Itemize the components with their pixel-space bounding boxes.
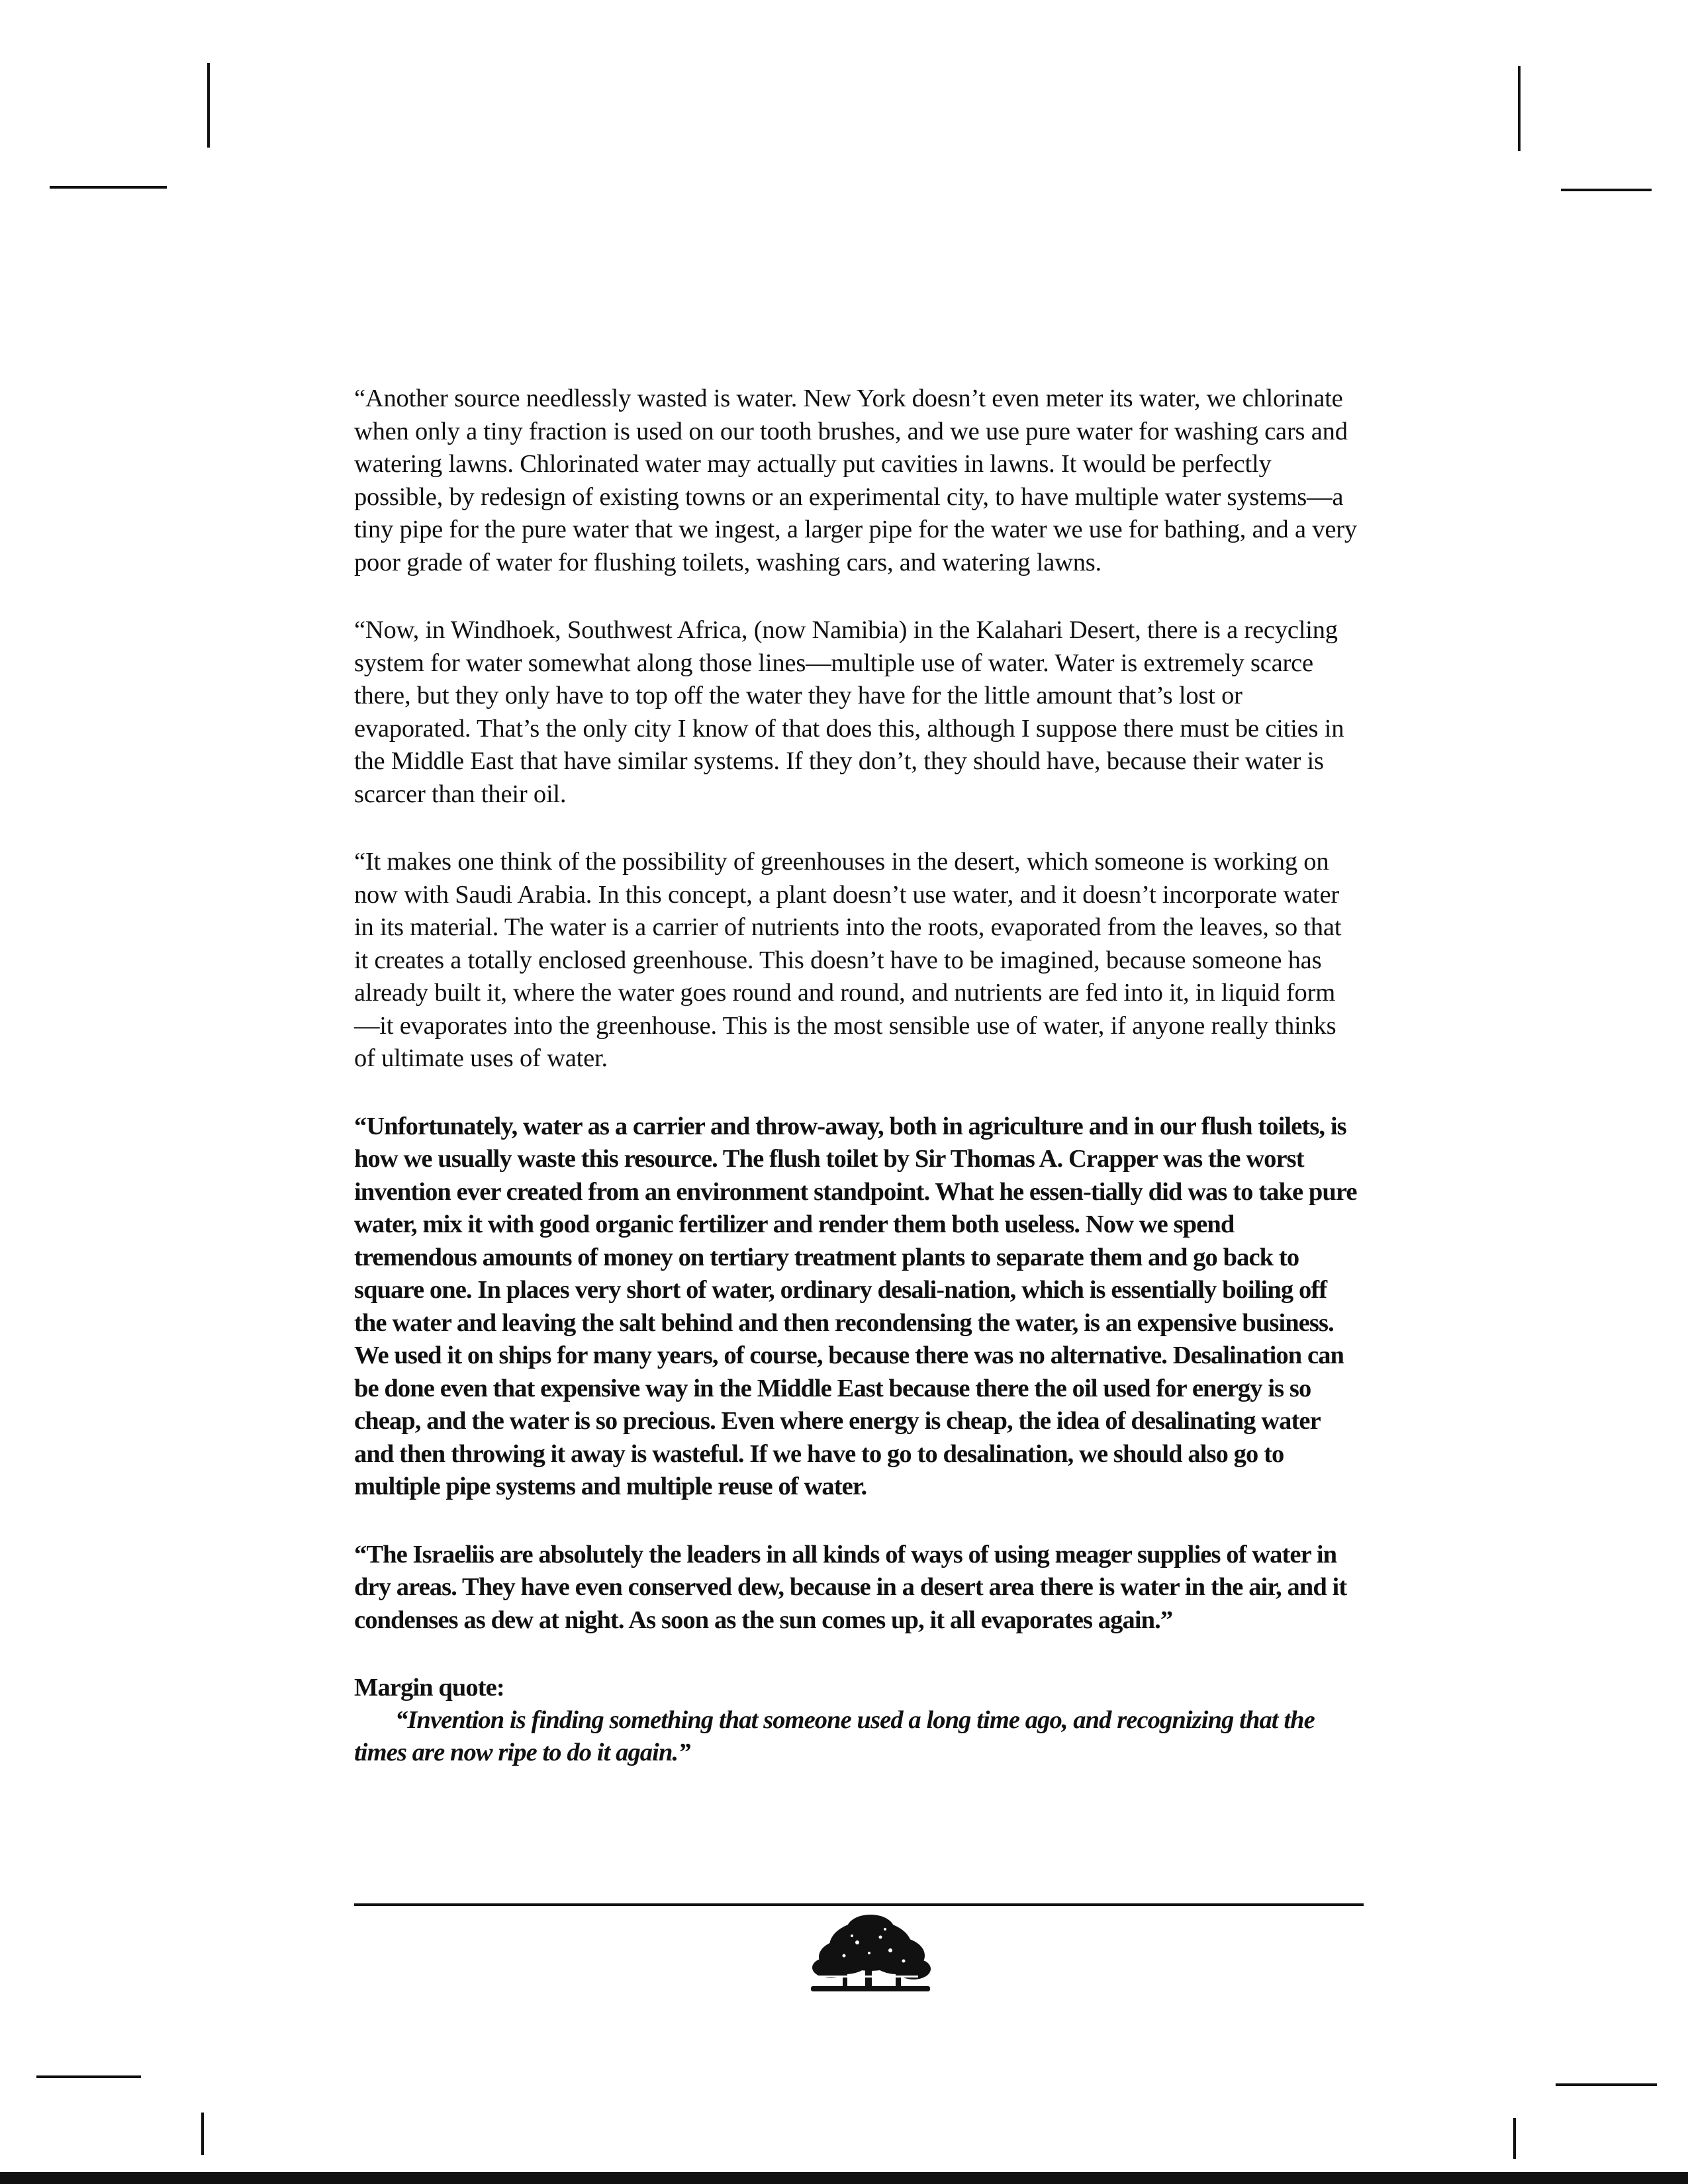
crop-mark-top-right-horizontal	[1561, 189, 1652, 191]
paragraph-israel-dew: “The Israeliis are absolutely the leaders in all kinds of ways of using meager supplies of water in dry areas. They have even conserved dew, because in a desert area there is water in the air, and it condenses as dew at night. As soon as the sun comes up, it all evaporates again.”	[354, 1540, 1347, 1634]
crop-mark-top-left-vertical	[207, 63, 210, 148]
crop-mark-top-right-vertical	[1518, 66, 1521, 151]
crop-mark-bottom-left-horizontal	[36, 2075, 141, 2078]
document-body	[354, 383, 1360, 1769]
paragraph-windhoek: “Now, in Windhoek, Southwest Africa, (now Namibia) in the Kalahari Desert, there is a recycling system for water somewhat along those lines—multiple use of water. Water is extremely scarce there, but they only have to top off the water they have for the little amount that’s lost or evaporated. That’s the only city I know of that does this, although I suppose there must be cities in the Middle East that have similar systems. If they don’t, they should have, because their water is scarcer than their oil.	[354, 616, 1344, 808]
paragraph-greenhouses: “It makes one think of the possibility of greenhouses in the desert, which someone is working on now with Saudi Arabia. In this concept, a plant doesn’t use water, and it doesn’t incorporate water in its material. The water is a carrier of nutrients into the roots, evaporated from the leaves, so that it creates a totally enclosed greenhouse. This doesn’t have to be imagined, because someone has already built it, where the water goes round and round, and nutrients are fed into it, in liquid form—it evaporates into the greenhouse. This is the most sensible use of water, if anyone really thinks of ultimate uses of water.	[354, 848, 1342, 1072]
paragraph-water-waste: “Another source needlessly wasted is water. New York doesn’t even meter its water, we chlorinate when only a tiny fraction is used on our tooth brushes, and we use pure water for washing cars and watering lawns. Chlorinated water may actually put cavities in lawns. It would be perfectly possible, by redesign of existing towns or an experimental city, to have multiple water systems—a tiny pipe for the pure water that we ingest, a larger pipe for the water we use for bathing, and a very poor grade of water for flushing toilets, washing cars, and watering lawns.	[354, 385, 1357, 576]
paragraph-flush-toilet: “Unfortunately, water as a carrier and throw-away, both in agriculture and in our flush toilets, is how we usually waste this resource. The flush toilet by Sir Thomas A. Crapper was the worst invention ever created from an environment standpoint. What he essen-tially did was to take pure water, mix it with good organic fertilizer and render them both useless. Now we spend tremendous amounts of money on tertiary treatment plants to separate them and go back to square one. In places very short of water, ordinary desali-nation, which is essentially boiling off the water and leaving the salt behind and then recondensing the water, is an expensive business. We used it on ships for many years, of course, because there was no alternative. Desalination can be done even that expensive way in the Middle East because there the oil used for energy is so cheap, and the water is so precious. Even where energy is cheap, the idea of desalinating water and then throwing it away is wasteful. If we have to go to desalination, we should also go to multiple pipe systems and multiple reuse of water.	[354, 1112, 1357, 1500]
margin-quote-label: Margin quote:	[354, 1674, 504, 1702]
margin-quote-text: “Invention is finding something that someone used a long time ago, and recognizing that the times are now ripe to do it again.”	[354, 1706, 1315, 1766]
footer-divider	[354, 1903, 1364, 1906]
crop-mark-bottom-right-horizontal	[1556, 2083, 1657, 2086]
scan-border-bottom	[0, 2172, 1688, 2184]
crop-mark-bottom-right-vertical	[1513, 2118, 1516, 2159]
crop-mark-bottom-left-vertical	[201, 2113, 204, 2155]
crop-mark-top-left-horizontal	[50, 186, 167, 189]
tree-icon	[804, 1909, 937, 2002]
